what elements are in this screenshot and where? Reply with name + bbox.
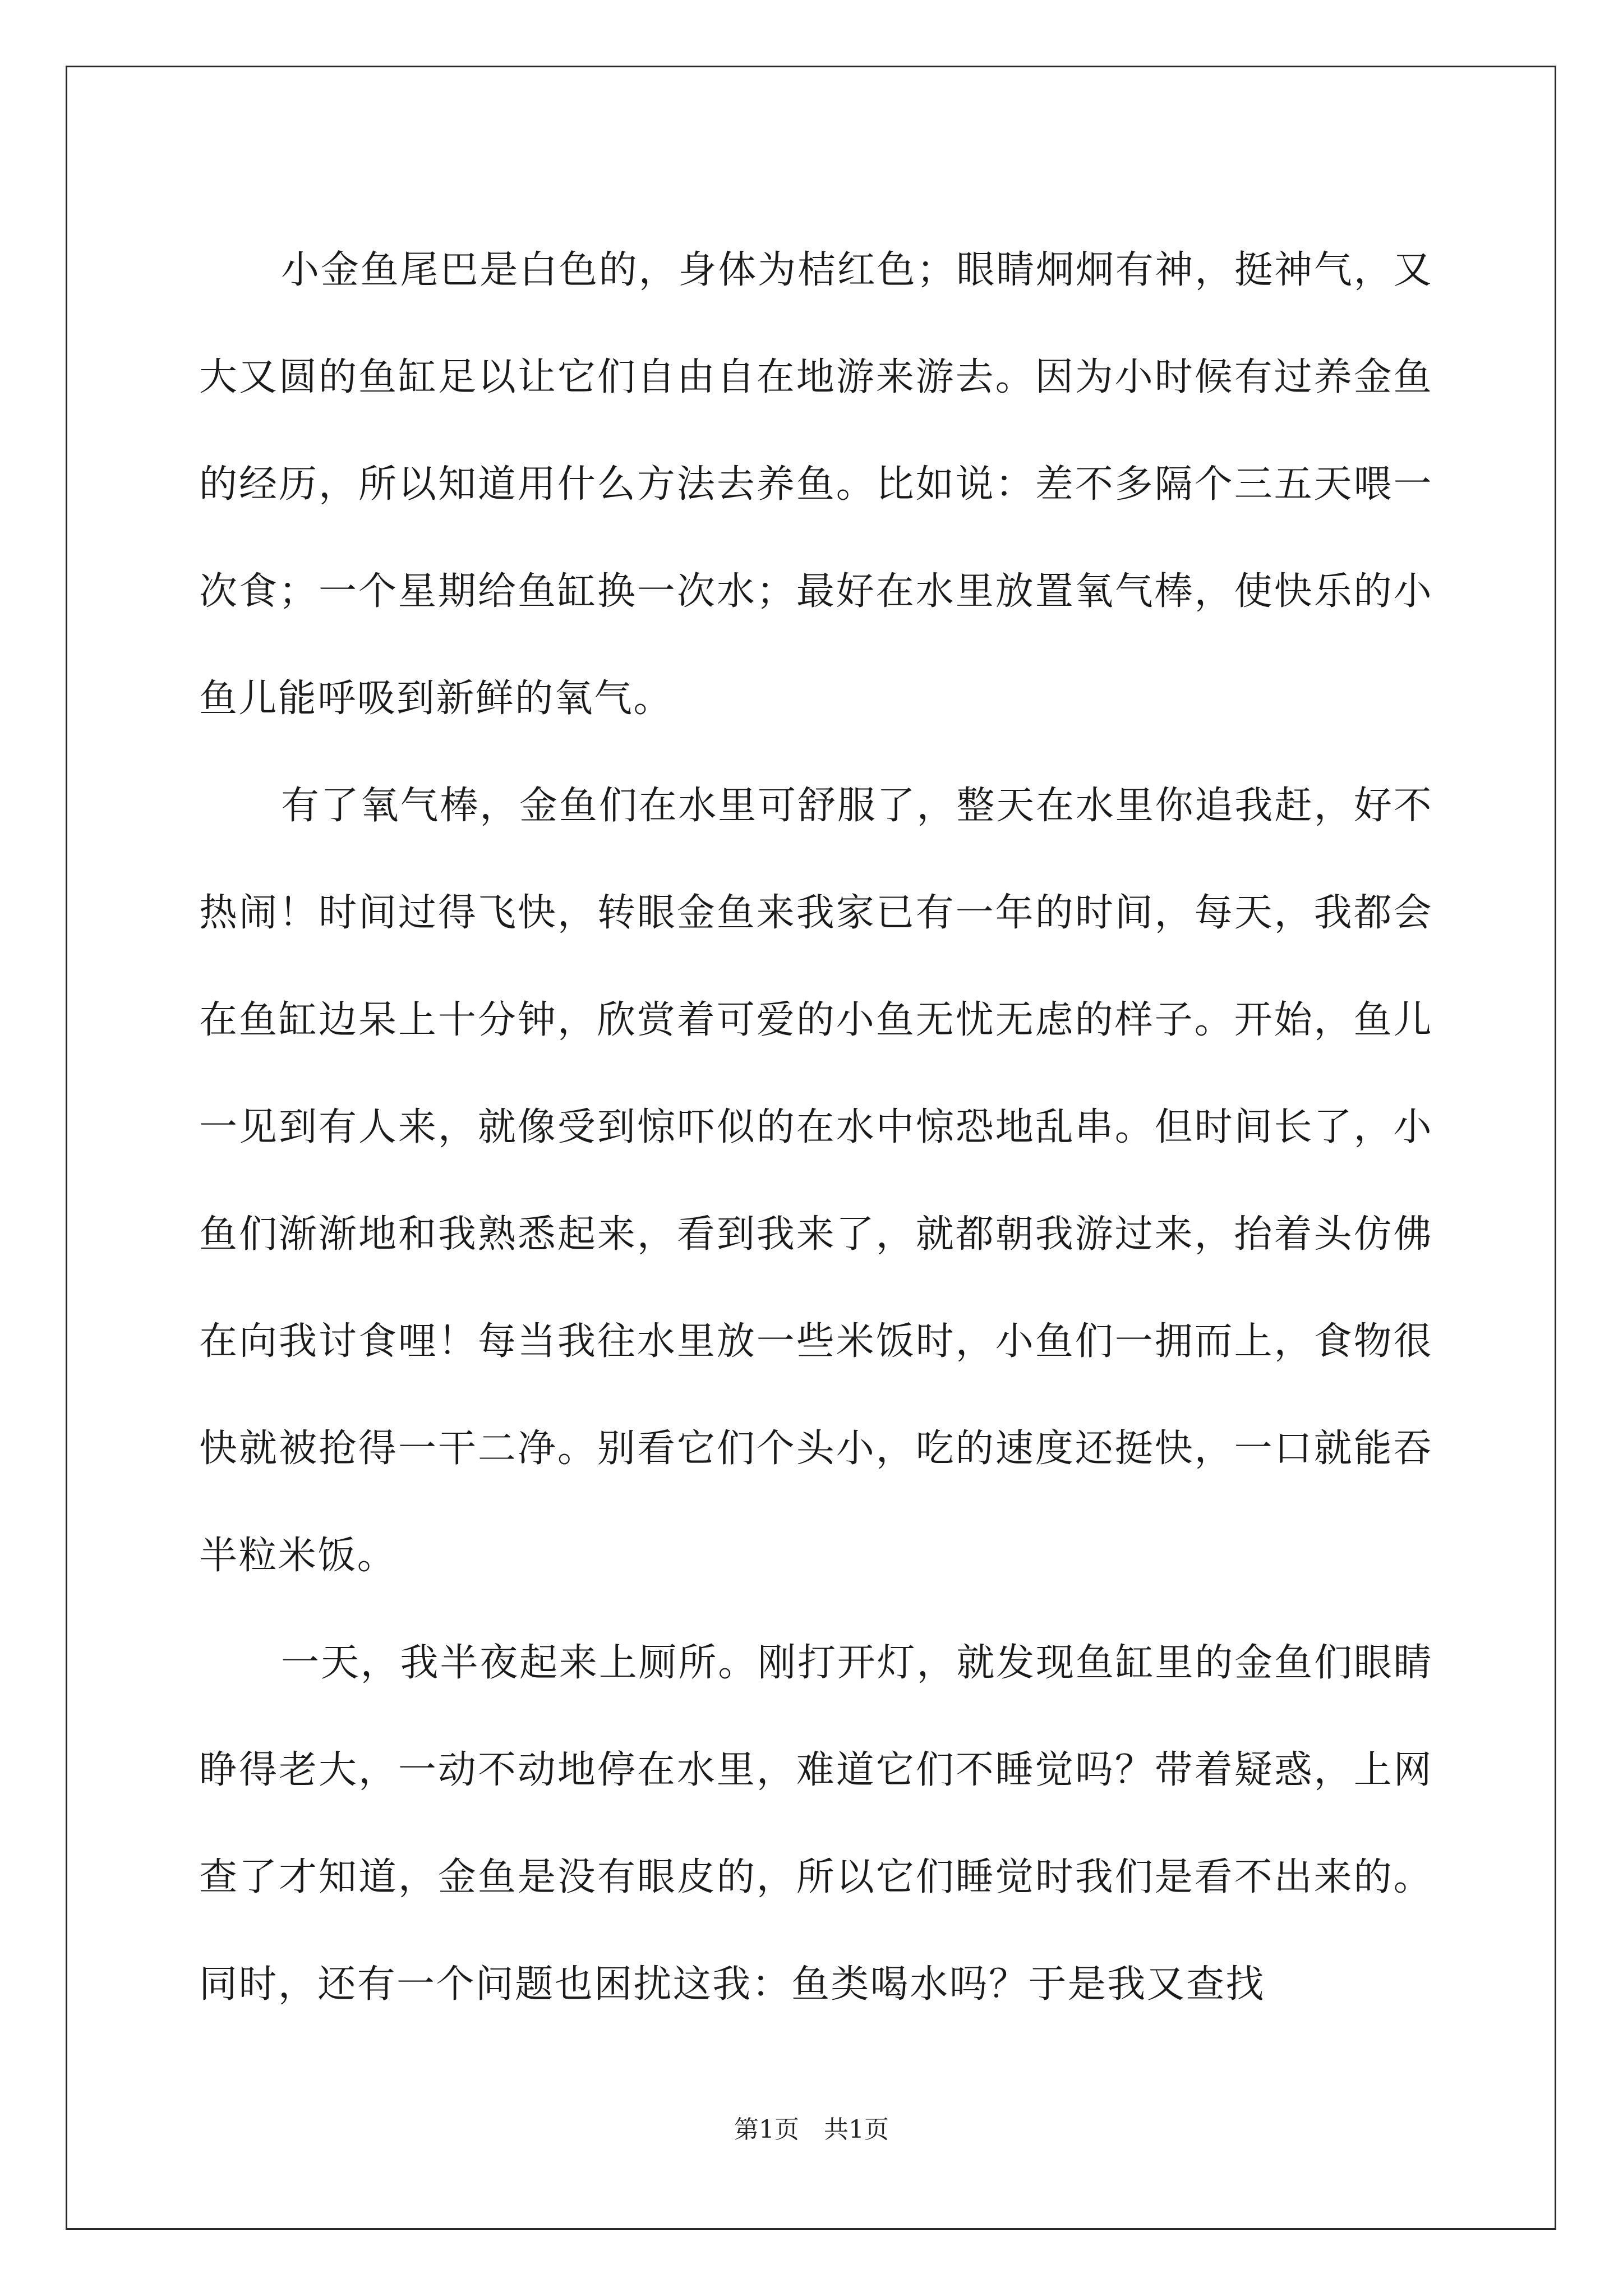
document-body bbox=[199, 217, 1433, 2038]
page-footer: 第1页 共1页 bbox=[734, 2115, 889, 2144]
paragraph-2: 有了氧气棒，金鱼们在水里可舒服了，整天在水里你追我赶，好不热闹！时间过得飞快，转眼金鱼来我家已有一年的时间，每天，我都会在鱼缸边呆上十分钟，欣赏着可爱的小鱼无忧无虑的样子。开始，鱼儿一见到有人来，就像受到惊吓似的在水中惊恐地乱串。但时间长了，小鱼们渐渐地和我熟悉起来，看到我来了，就都朝我游过来，抬着头仿佛在向我讨食哩！每当我往水里放一些米饭时，小鱼们一拥而上，食物很快就被抢得一干二净。别看它们个头小，吃的速度还挺快，一口就能吞半粒米饭。 bbox=[199, 784, 1433, 1578]
paragraph-3: 一天，我半夜起来上厕所。刚打开灯，就发现鱼缸里的金鱼们眼睛睁得老大，一动不动地停在水里，难道它们不睡觉吗？带着疑惑，上网查了才知道，金鱼是没有眼皮的，所以它们睡觉时我们是看不出来的。同时，还有一个问题也困扰这我：鱼类喝水吗？于是我又查找 bbox=[199, 1641, 1433, 2007]
paragraph-1: 小金鱼尾巴是白色的，身体为桔红色；眼睛炯炯有神，挺神气，又大又圆的鱼缸足以让它们自由自在地游来游去。因为小时候有过养金鱼的经历，所以知道用什么方法去养鱼。比如说：差不多隔个三五天喂一次食；一个星期给鱼缸换一次水；最好在水里放置氧气棒，使快乐的小鱼儿能呼吸到新鲜的氧气。 bbox=[199, 248, 1433, 721]
